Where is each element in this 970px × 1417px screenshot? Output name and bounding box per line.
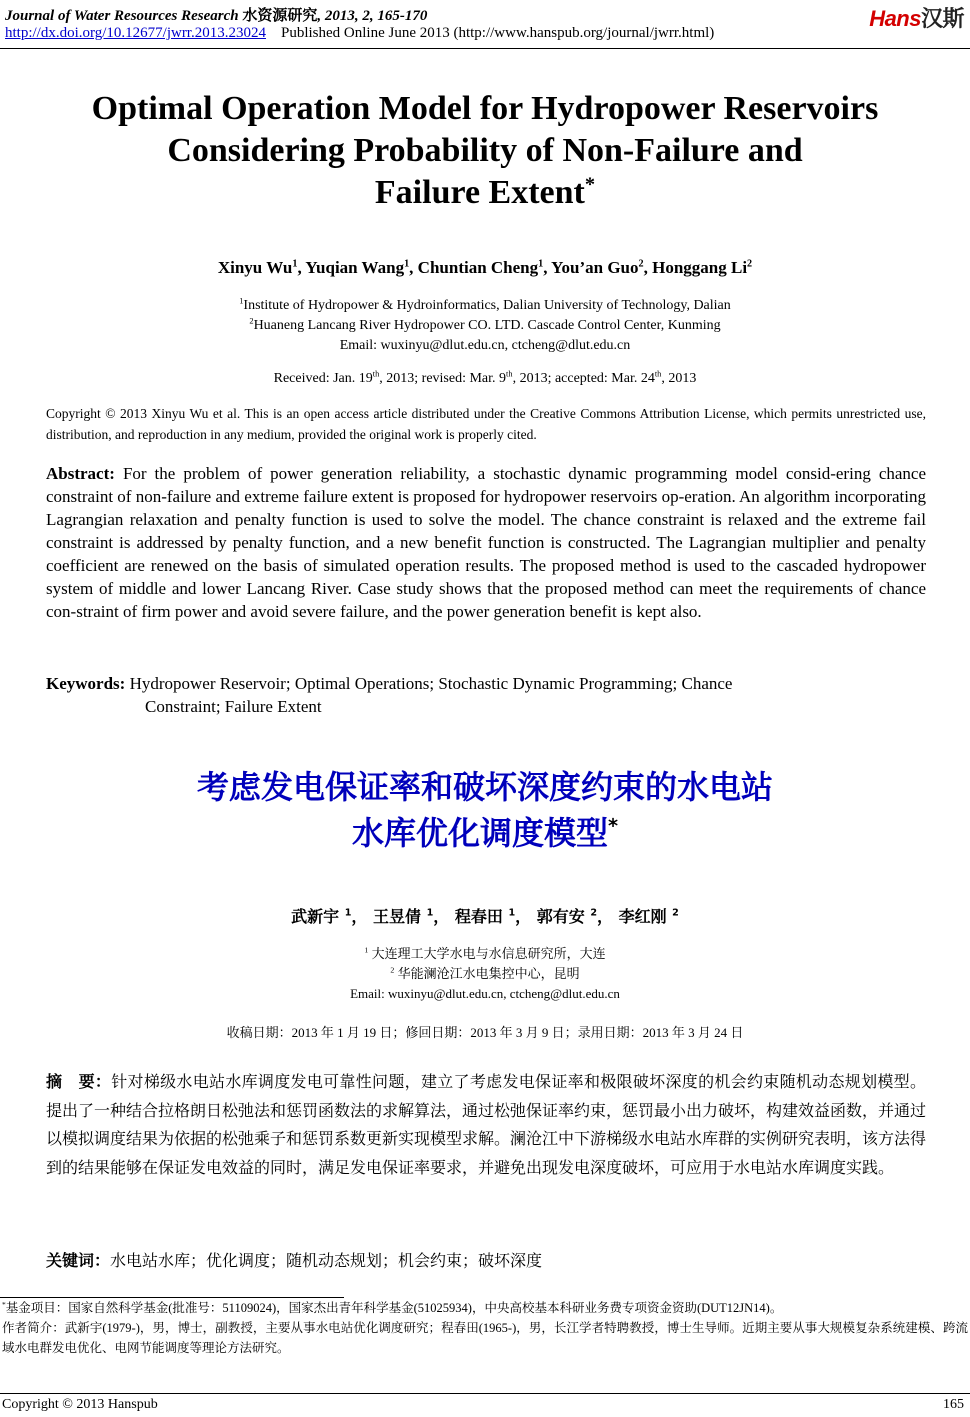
received-dates-cn: 收稿日期：2013 年 1 月 19 日；修回日期：2013 年 3 月 9 日；录用日期：2013 年 3 月 24 日 bbox=[226, 1025, 744, 1040]
cn-title-line-1: 考虑发电保证率和破坏深度约束的水电站 bbox=[196, 768, 773, 806]
abstract-cn bbox=[46, 1068, 926, 1183]
cn-affiliation-1: $^1$ 大连理工大学水电与水信息研究所，大连 bbox=[364, 945, 606, 961]
keywords-line-1: Hydropower Reservoir; Optimal Operations; Stochastic Dynamic Programming; Chance bbox=[129, 674, 733, 693]
author: Yuqian Wang$^1$ bbox=[305, 258, 410, 277]
cn-title-footnote-mark: * bbox=[607, 814, 619, 838]
journal-header bbox=[5, 4, 427, 25]
affiliation-1: $^1$Institute of Hydropower & Hydroinformatics, Dalian University of Technology, Dalian bbox=[239, 296, 731, 313]
paper-title-cn bbox=[0, 764, 970, 856]
logo-text-cn: 汉斯 bbox=[920, 6, 964, 31]
abstract-label: Abstract: bbox=[46, 464, 115, 483]
published-online: Published Online June 2013 (http://www.hanspub.org/journal/jwrr.html) bbox=[280, 25, 715, 41]
paper-title bbox=[0, 88, 970, 214]
affiliations bbox=[0, 296, 970, 356]
abstract bbox=[46, 462, 926, 623]
author: Xinyu Wu$^1$ bbox=[217, 258, 298, 277]
footnote bbox=[2, 1298, 968, 1358]
header-rule bbox=[0, 48, 970, 49]
journal-name-cn: 水资源研究 bbox=[242, 8, 318, 24]
abstract-text: For the problem of power generation reliability, a stochastic dynamic programming model consid-ering chance constraint of non-failure and extreme failure extent is proposed for hydropower reservoirs op-eration. An algorithm incorporating Lagrangian relaxation and penalty function is used to solve the model. The chance constraint is relaxed and the extreme fail constraint is addressed by penalty function, and a new benefit function is constructed. The Lagrangian multiplier and penalty coefficient are renewed on the basis of simulated operation results. The proposed method is used to the cascaded hydropower system of middle and lower Lancang River. Case study shows that the proposed method can meet the requirements of chance con-straint of firm power and avoid severe failure, and the power generation benefit is kept also. bbox=[46, 464, 927, 621]
footnote-bio: 作者简介：武新宇(1979-)，男，博士，副教授，主要从事水电站优化调度研究；程春田(1965-)，男，长江学者特聘教授，博士生导师。近期主要从事大规模复杂系统建模、跨流域水电群发电优化、电网节能调度等理论方法研究。 bbox=[2, 1321, 968, 1355]
author-cn: 郭有安 $^2$ bbox=[536, 907, 597, 926]
author: Chuntian Cheng$^1$ bbox=[417, 258, 544, 277]
title-line-3: Failure Extent* bbox=[374, 173, 596, 211]
keywords-label: Keywords: bbox=[46, 674, 126, 693]
abstract-cn-text: 针对梯级水电站水库调度发电可靠性问题，建立了考虑发电保证率和极限破坏深度的机会约束随机动态规划模型。提出了一种结合拉格朗日松弛法和惩罚函数法的求解算法，通过松弛保证率约束，惩罚最小出力破坏，构建效益函数，并通过以模拟调度结果为依据的松弛乘子和惩罚系数更新实现模型求解。澜沧江中下游梯级水电站水库群的实例研究表明，该方法得到的结果能够在保证发电效益的同时，满足发电保证率要求，并避免出现发电深度破坏，可应用于水电站水库调度实践。 bbox=[46, 1074, 927, 1177]
title-line-1: Optimal Operation Model for Hydropower Reservoirs bbox=[91, 90, 879, 127]
author-cn: 王昱倩 $^1$ bbox=[373, 907, 434, 926]
title-footnote-mark: * bbox=[584, 173, 596, 196]
doi-line bbox=[5, 25, 714, 42]
title-line-2: Considering Probability of Non-Failure and bbox=[167, 132, 803, 169]
author-list-cn: 武新宇 $^1$， 王昱倩 $^1$， 程春田 $^1$， 郭有安 $^2$， 李红刚 $^2$ bbox=[291, 907, 679, 926]
logo-text-en: Hans bbox=[869, 6, 921, 31]
footer-copyright: Copyright © 2013 Hanspub bbox=[2, 1397, 158, 1412]
author-list: Xinyu Wu$^1$, Yuqian Wang$^1$, Chuntian Cheng$^1$, You’an Guo$^2$, Honggang Li$^2$ bbox=[217, 258, 753, 277]
keywords-line-2: Constraint; Failure Extent bbox=[145, 697, 322, 716]
keywords-cn bbox=[46, 1248, 926, 1271]
hanspub-logo bbox=[869, 2, 964, 33]
keywords-cn-label: 关键词： bbox=[46, 1251, 111, 1270]
affiliations-cn bbox=[0, 944, 970, 1004]
author-cn: 李红刚 $^2$ bbox=[618, 907, 679, 926]
author-cn: 程春田 $^1$ bbox=[454, 907, 516, 926]
cn-title-line-2: 水库优化调度模型* bbox=[351, 814, 619, 852]
copyright-notice: Copyright © 2013 Xinyu Wu et al. This is an open access article distributed under the Creative Commons Attribution License, which permits unrestricted use, distribution, and reproduction in any medium, provided the original work is properly cited. bbox=[46, 406, 926, 442]
cn-author-email: Email: wuxinyu@dlut.edu.cn, ctcheng@dlut.edu.cn bbox=[350, 986, 620, 1001]
received-dates: Received: Jan. 19th, 2013; revised: Mar. 9th, 2013; accepted: Mar. 24th, 2013 bbox=[273, 369, 697, 386]
keywords bbox=[46, 672, 926, 718]
keywords-cn-text: 水电站水库；优化调度；随机动态规划；机会约束；破坏深度 bbox=[110, 1253, 543, 1270]
journal-name: Journal of Water Resources Research bbox=[5, 8, 239, 24]
page-number: 165 bbox=[943, 1397, 964, 1412]
cn-affiliation-2: $^2$ 华能澜沧江水电集控中心，昆明 bbox=[390, 965, 580, 981]
footnote-fund: *基金项目：国家自然科学基金(批准号：51109024)，国家杰出青年科学基金(51025934)，中央高校基本科研业务费专项资金资助(DUT12JN14)。 bbox=[2, 1299, 783, 1315]
journal-citation: , 2013, 2, 165-170 bbox=[317, 8, 428, 24]
author-cn: 武新宇 $^1$ bbox=[291, 907, 352, 926]
author: You’an Guo$^2$ bbox=[551, 258, 644, 277]
author: Honggang Li$^2$ bbox=[652, 258, 753, 277]
footer-rule bbox=[0, 1393, 970, 1394]
affiliation-2: $^2$Huaneng Lancang River Hydropower CO. LTD. Cascade Control Center, Kunming bbox=[249, 316, 721, 333]
abstract-cn-label: 摘 要： bbox=[46, 1072, 112, 1091]
doi-link[interactable]: http://dx.doi.org/10.12677/jwrr.2013.23024 bbox=[5, 25, 266, 41]
author-email: Email: wuxinyu@dlut.edu.cn, ctcheng@dlut.edu.cn bbox=[339, 338, 631, 353]
